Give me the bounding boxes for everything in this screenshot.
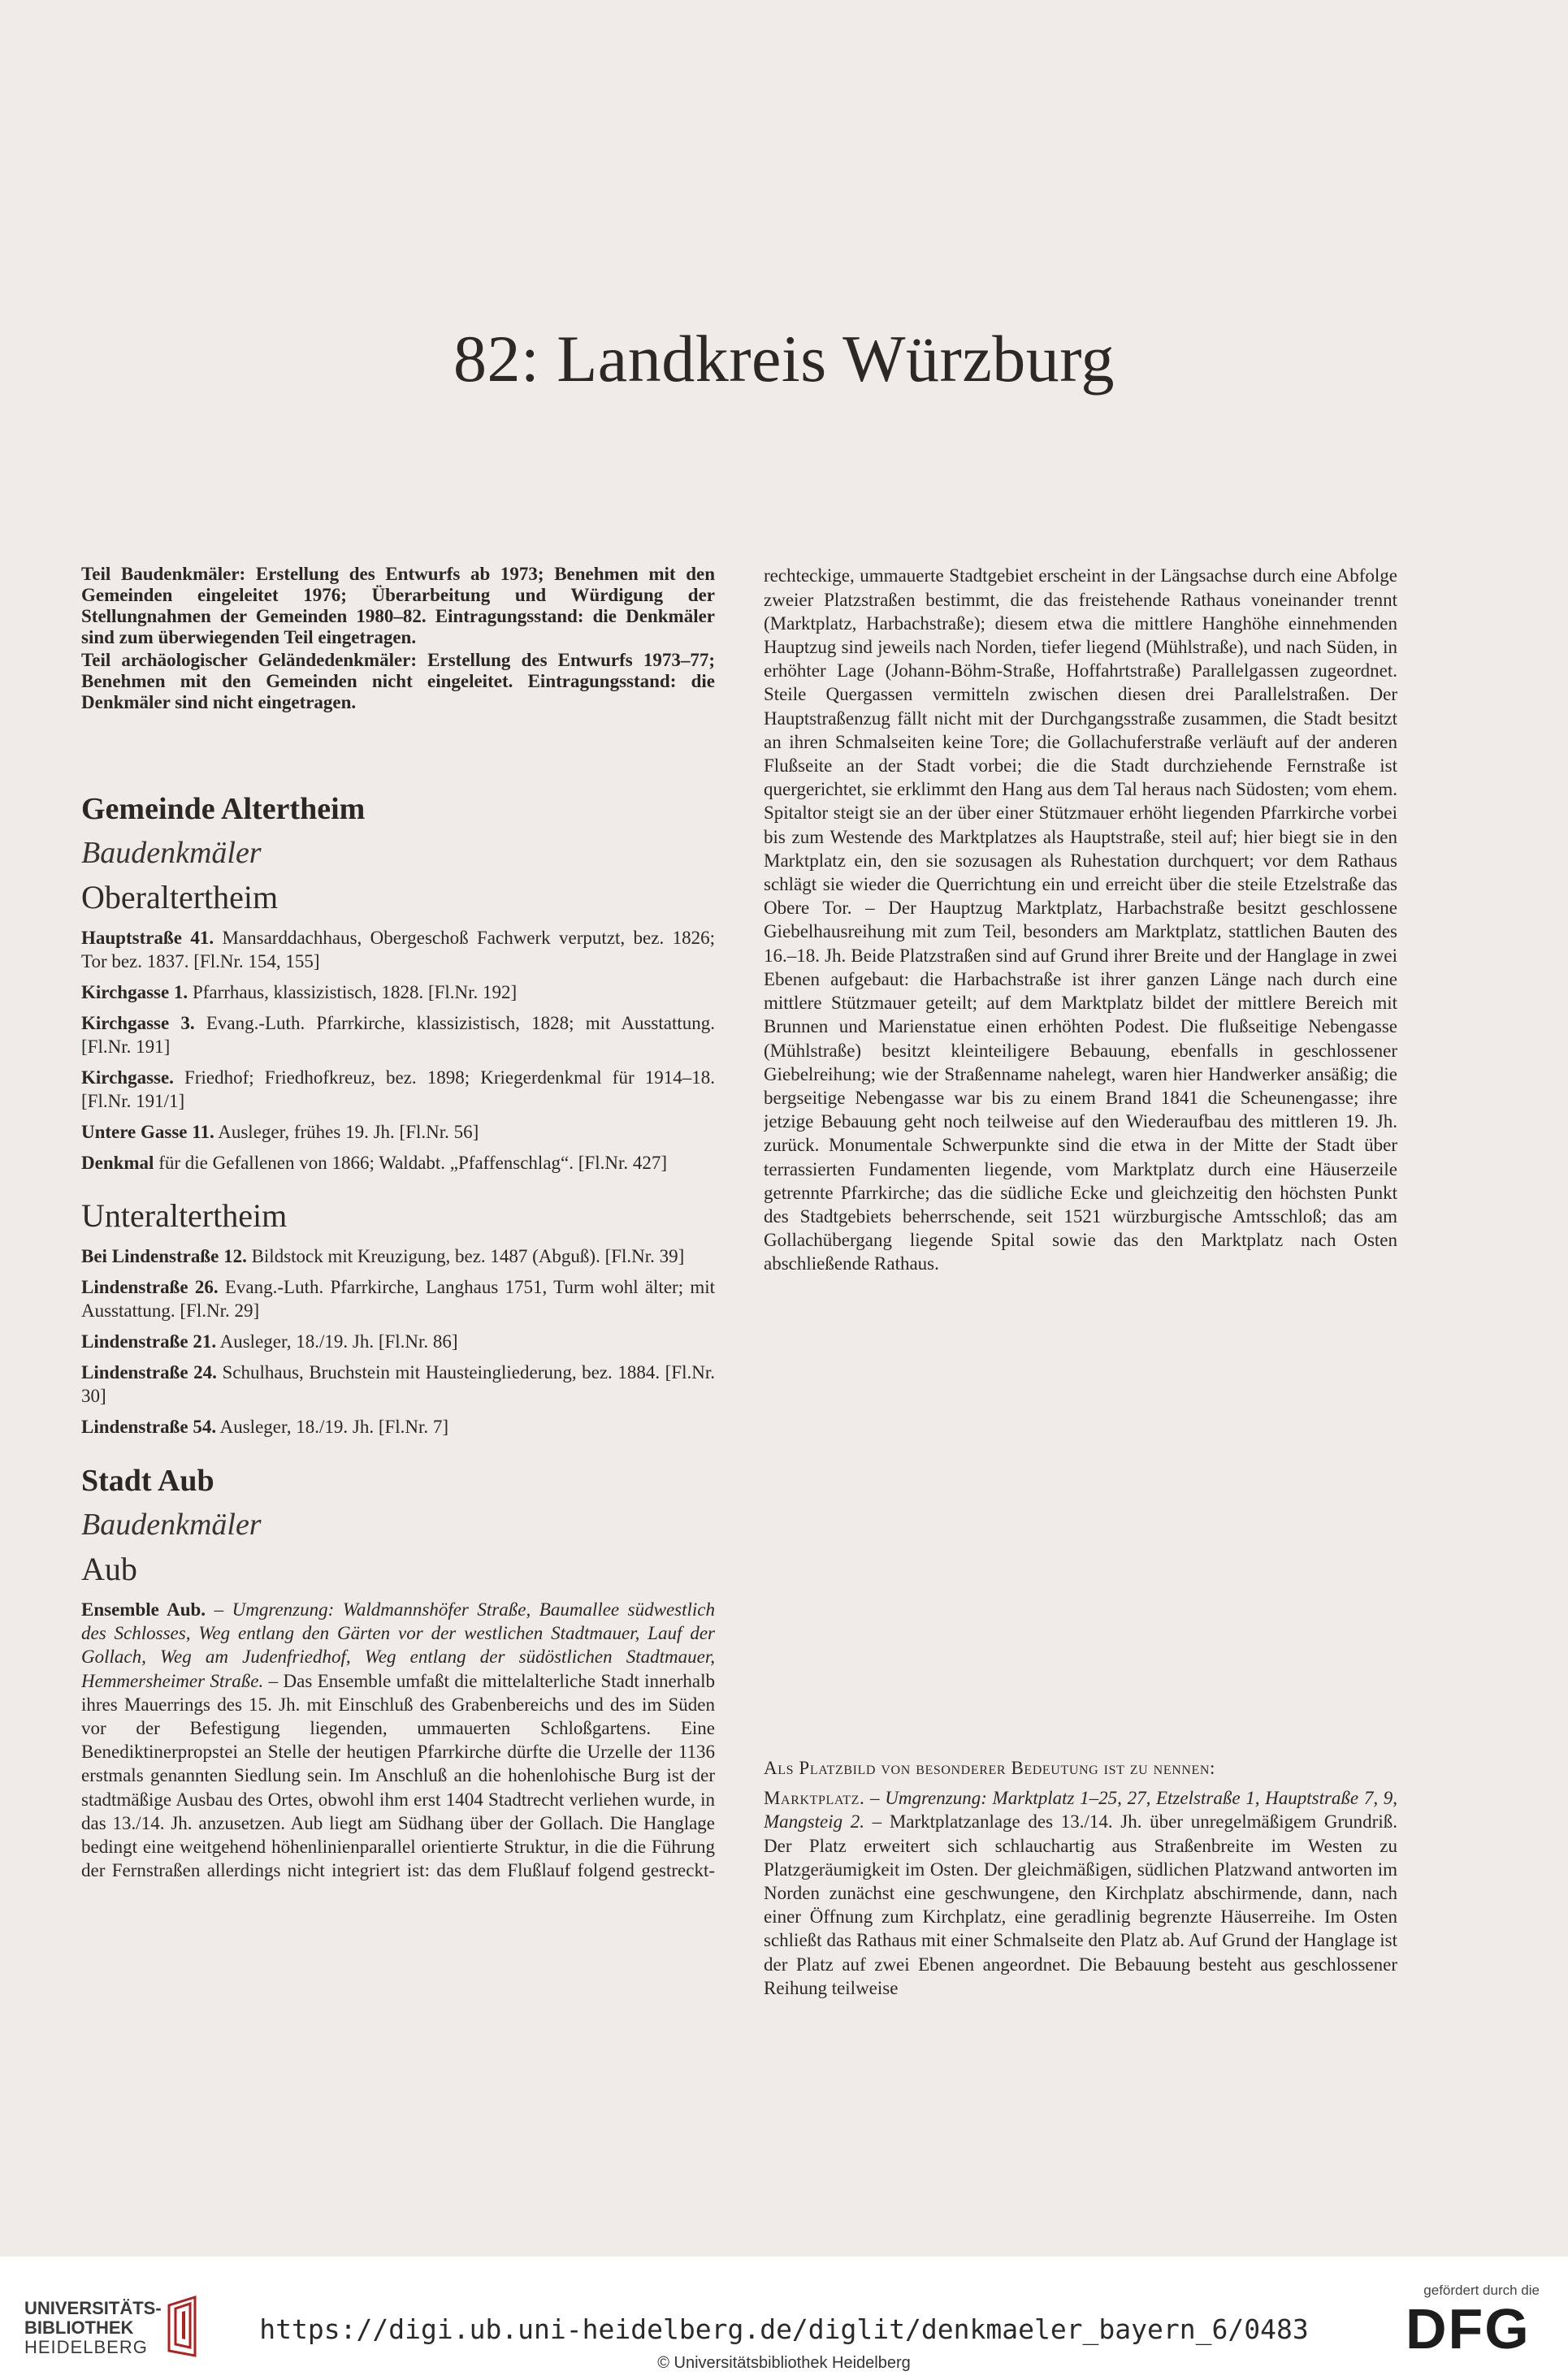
intro-paragraph: Teil Baudenkmäler: Erstellung des Entwurfs ab 1973; Benehmen mit den Gemeinden eingeleitet 1976; Überarbeitung und Würdigung der Stellungnahmen der Gemeinden 1980–82. Eintragungsstand: die Denkmäler sind zum überwiegenden Teil eingetragen.	[81, 564, 715, 647]
section-heading-aub: Stadt Aub	[81, 1464, 214, 1498]
ensemble-dash: –	[206, 1599, 232, 1620]
ensemble-label: Ensemble Aub.	[81, 1599, 206, 1620]
entry-text: Ausleger, frühes 19. Jh. [Fl.Nr. 56]	[214, 1122, 479, 1142]
ub-logo-line: UNIVERSITÄTS-	[24, 2298, 162, 2318]
entry-text: Pfarrhaus, klassizistisch, 1828. [Fl.Nr. 192]	[188, 982, 518, 1002]
entry-key: Denkmal	[81, 1153, 154, 1173]
monument-entry	[81, 1151, 715, 1175]
marktplatz-boundary: Umgrenzung: Marktplatz 1–25, 27, Etzelstraße 1, Hauptstraße 7, 9, Mangsteig 2.	[764, 1788, 1397, 1833]
entry-key: Untere Gasse 11.	[81, 1122, 214, 1142]
entry-text: Evang.-Luth. Pfarrkirche, Langhaus 1751, Turm wohl älter; mit Ausstattung. [Fl.Nr. 29]	[81, 1277, 715, 1321]
monument-list-oberaltertheim	[81, 926, 715, 1175]
ensemble-description: – Das Ensemble umfaßt die mittelalterliche Stadt innerhalb ihres Mauerrings des 15. Jh. mit Einschluß des Grabenbereichs und des im Süden vor der Befestigung liegenden, ummauerten Schloßgartens. Eine Benediktinerpropstei an Stelle der heutigen Pfarrkirche dürfte die Urzelle der 1136 erstmals genannten Siedlung sein. Im Anschluß an die hohenlohische Burg ist der stadtmäßige Ausbau des Ortes, obwohl ihm erst 1404 Stadtrecht verliehen wurde, in das 13./14. Jh. anzusetzen. Aub liegt am Südhang über der Gollach. Die Hanglage bedingt eine weitgehend höhenlinienparallel orientierte Struktur, in die die Führung der Fernstraßen allerdings nicht integriert ist: das dem Flußlauf folgend gestreckt-	[81, 1670, 715, 1881]
monument-entry	[81, 1275, 715, 1322]
monument-entry	[81, 1120, 715, 1144]
category-heading: Baudenkmäler	[81, 836, 262, 870]
ensemble-boundary: Umgrenzung: Waldmannshöfer Straße, Baumallee südwestlich des Schlosses, Weg entlang den Gärten vor der westlichen Stadtmauer, Lauf der Gollach, Weg am Judenfriedhof, Weg entlang der südöstlichen Stadtmauer, Hemmersheimer Straße.	[81, 1599, 715, 1691]
marktplatz-description: – Marktplatzanlage des 13./14. Jh. über unregelmäßigem Grundriß. Der Platz erweitert sich schlauchartig aus Straßenbreite im Westen zu Platzgeräumigkeit im Osten. Der gleichmäßigen, südlichen Platzwand antworten im Norden zunächst eine geschwungene, den Kirchplatz abschirmende, dann, nach einer Öffnung zum Kirchplatz, eine geradlinig begrenzte Häuserreihe. Im Osten schließt das Rathaus mit einer Schmalseite den Platz ab. Auf Grund der Hanglage ist der Platz auf zwei Ebenen angeordnet. Die Bebauung besteht aus geschlossener Reihung teilweise	[764, 1811, 1397, 1998]
entry-key: Lindenstraße 54.	[81, 1417, 217, 1437]
marktplatz-dash: –	[864, 1788, 886, 1809]
platzbild-heading: Als Platzbild von besonderer Bedeutung ist zu nennen:	[764, 1758, 1216, 1778]
monument-entry	[81, 1330, 715, 1353]
entry-key: Kirchgasse 3.	[81, 1013, 195, 1033]
monument-entry	[81, 1011, 715, 1058]
ensemble-text-flow	[764, 564, 1397, 1276]
monument-entry	[81, 980, 715, 1004]
dfg-logo: DFG	[1406, 2297, 1531, 2361]
place-heading-oberaltertheim: Oberaltertheim	[81, 879, 279, 915]
footer-copyright: © Universitätsbibliothek Heidelberg	[657, 2354, 911, 2372]
entry-text: für die Gefallenen von 1866; Waldabt. „Pfaffenschlag“. [Fl.Nr. 427]	[154, 1153, 667, 1173]
entry-text: Bildstock mit Kreuzigung, bez. 1487 (Abguß). [Fl.Nr. 39]	[246, 1246, 685, 1266]
ensemble-text-continued	[764, 564, 1397, 1738]
marktplatz-entry	[764, 1786, 1397, 2000]
dfg-caption: gefördert durch die	[1423, 2283, 1540, 2298]
left-column	[81, 564, 715, 1882]
intro-block	[81, 564, 715, 713]
intro-paragraph: Teil archäologischer Geländedenkmäler: Erstellung des Entwurfs 1973–77; Benehmen mit den Gemeinden nicht eingeleitet. Eintragungsstand: die Denkmäler sind nicht eingetragen.	[81, 650, 715, 712]
ensemble-description: rechteckige, ummauerte Stadtgebiet erscheint in der Längsachse durch eine Abfolge zweier Platzstraßen bestimmt, die das freistehende Rathaus voneinander trennt (Marktplatz, Harbachstraße); diesem etwa die mittlere Hanghöhe einnehmenden Hauptzug sind jeweils nach Norden, tiefer liegend (Mühlstraße), und nach Süden, in erhöhter Lage (Johann-Böhm-Straße, Hoffahrtstraße) Parallelgassen zugeordnet. Steile Quergassen vermitteln zwischen diesen drei Parallelstraßen. Der Hauptstraßenzug fällt nicht mit der Durchgangsstraße zusammen, die Stadt besitzt an ihren Schmalseiten keine Tore; die Gollachuferstraße verläuft auf der anderen Flußseite an der Stadt vorbei; die die Stadt durchziehende Fernstraße ist quergerichtet, sie erklimmt den Hang aus dem Tal heraus nach Südosten; vom ehem. Spitaltor steigt sie an der über einer Stützmauer erhöht liegenden Pfarrkirche vorbei bis zum Westende des Marktplatzes als Hauptstraße, steil auf; hier biegt sie in den Marktplatz ein, den sie sozusagen als Ruhestation durchquert; vor dem Rathaus schlägt sie wieder die Querrichtung ein und erreicht über die steile Etzelstraße das Obere Tor. – Der Hauptzug Marktplatz, Harbachstraße besitzt geschlossene Giebelhausreihung mit zum Teil, besonders am Marktplatz, stattlichen Bauten des 16.–18. Jh. Beide Platzstraßen sind auf Grund ihrer Breite und der Hanglage in zwei Ebenen aufgebaut: die Harbachstraße ist ihrer ganzen Länge nach durch eine mittlere Stützmauer geteilt; auf dem Marktplatz bildet der mittlere Bereich mit Brunnen und Marienstatue einen erhöhten Podest. Die flußseitige Nebengasse (Mühlstraße) besitzt kleinteiligere Bebauung, ebenfalls in geschlossener Giebelreihung; wie der Straßenname nahelegt, waren hier Handwerker ansäßig; die bergseitige Nebengasse war bis zu einem Brand 1841 die Scheunengasse; ihre jetzige Bebauung geht noch teilweise auf den Wiederaufbau des mittleren 19. Jh. zurück. Monumentale Schwerpunkte sind die etwa in der Mitte der Stadt über terrassierten Fundamenten liegende, vom Marktplatz durch eine Häuserzeile getrennte Pfarrkirche; das die südliche Ecke und gleichzeitig den höchsten Punkt des Stadtgebiets beherrschende, seit 1521 würzburgische Amtsschloß; das am Gollachübergang liegende Spital sowie das den Marktplatz nach Osten abschließende Rathaus.	[764, 565, 1397, 1274]
footer-url-link[interactable]: https://digi.ub.uni-heidelberg.de/diglit/denkmaeler_bayern_6/0483	[259, 2313, 1309, 2345]
marktplatz-label: Marktplatz.	[764, 1788, 865, 1809]
ensemble-text-start	[81, 1598, 715, 1882]
entry-text: Ausleger, 18./19. Jh. [Fl.Nr. 86]	[216, 1331, 458, 1352]
entry-text: Evang.-Luth. Pfarrkirche, klassizistisch, 1828; mit Ausstattung. [Fl.Nr. 191]	[81, 1013, 715, 1057]
entry-text: Friedhof; Friedhofkreuz, bez. 1898; Kriegerdenkmal für 1914–18. [Fl.Nr. 191/1]	[81, 1067, 715, 1111]
entry-key: Kirchgasse 1.	[81, 982, 188, 1002]
entry-key: Lindenstraße 24.	[81, 1362, 217, 1383]
entry-key: Lindenstraße 26.	[81, 1277, 219, 1297]
entry-text: Ausleger, 18./19. Jh. [Fl.Nr. 7]	[216, 1417, 449, 1437]
ub-logo-line: HEIDELBERG	[24, 2337, 148, 2357]
entry-key: Lindenstraße 21.	[81, 1331, 217, 1352]
category-heading: Baudenkmäler	[81, 1508, 262, 1542]
entry-key: Bei Lindenstraße 12.	[81, 1246, 247, 1266]
monument-entry	[81, 1066, 715, 1113]
ub-logo-line: BIBLIOTHEK	[24, 2317, 134, 2338]
monument-list-unteraltertheim	[81, 1244, 715, 1439]
monument-entry	[81, 926, 715, 973]
monument-entry	[81, 1244, 715, 1268]
entry-text: Schulhaus, Bruchstein mit Hausteingliederung, bez. 1884. [Fl.Nr. 30]	[81, 1362, 715, 1406]
page-title: 82: Landkreis Würzburg	[453, 321, 1115, 396]
entry-text: Mansarddachhaus, Obergeschoß Fachwerk verputzt, bez. 1826; Tor bez. 1837. [Fl.Nr. 154, 155]	[81, 928, 715, 971]
place-heading-aub: Aub	[81, 1551, 137, 1587]
entry-key: Hauptstraße 41.	[81, 928, 214, 948]
entry-key: Kirchgasse.	[81, 1067, 174, 1088]
section-heading-altertheim: Gemeinde Altertheim	[81, 792, 366, 826]
right-column	[764, 564, 1397, 2000]
place-heading-unteraltertheim: Unteraltertheim	[81, 1197, 288, 1234]
monument-entry	[81, 1415, 715, 1439]
monument-entry	[81, 1361, 715, 1408]
